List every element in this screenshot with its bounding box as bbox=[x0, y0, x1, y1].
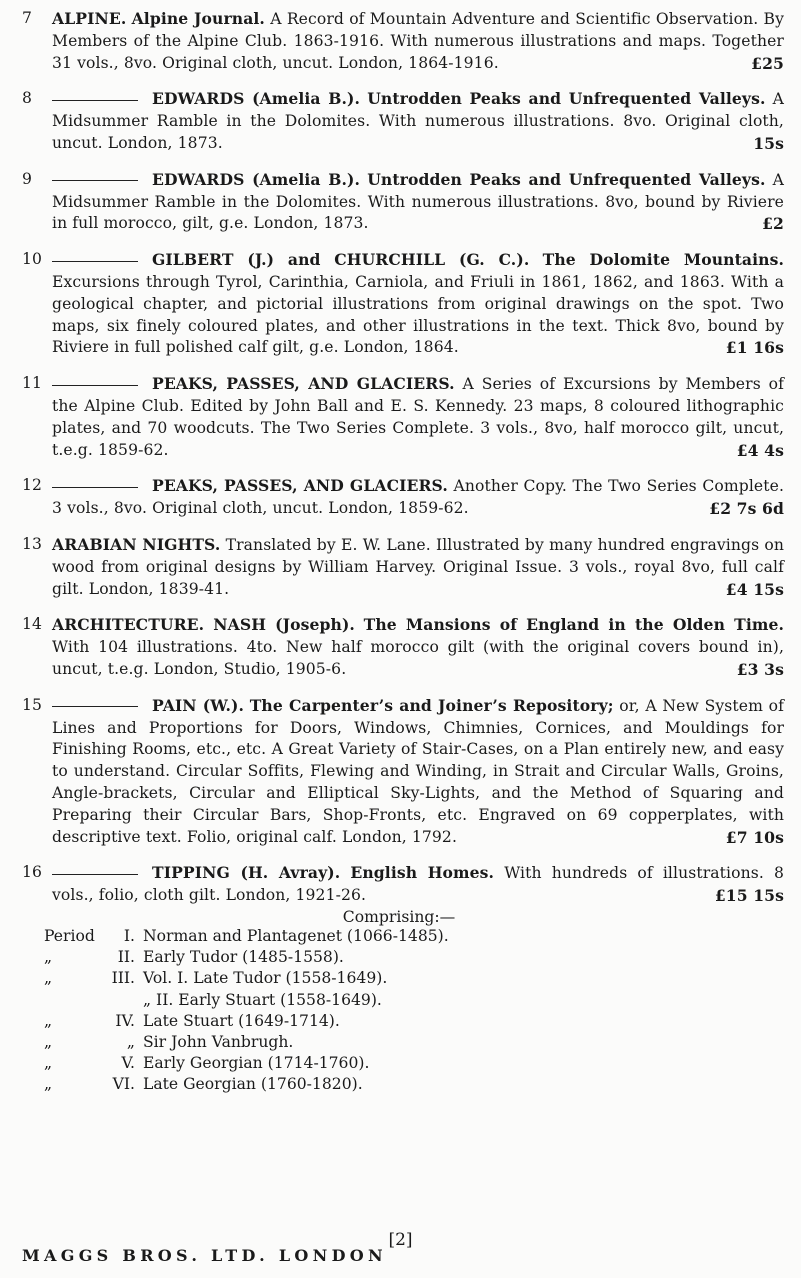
entry-text bbox=[52, 614, 784, 680]
entry-description: A Midsummer Ramble in the Dolomites. With numerous illustrations. 8vo, bound by Riviere in full morocco, gilt, g.e. London, 1873. bbox=[52, 170, 785, 233]
period-label: „ bbox=[44, 1011, 53, 1030]
period-text: Norman and Plantagenet (1066-1485). bbox=[143, 926, 449, 945]
period-row bbox=[44, 1074, 784, 1095]
period-text: Vol. I. Late Tudor (1558-1649). bbox=[143, 969, 388, 988]
period-text: Sir John Vanbrugh. bbox=[143, 1032, 294, 1051]
entry-author: PAIN (W.). bbox=[152, 695, 244, 715]
period-number: VI. bbox=[112, 1075, 135, 1094]
entry-text bbox=[52, 695, 784, 849]
entry-author: EDWARDS (Amelia B.). bbox=[152, 169, 361, 189]
entry-number: 12 bbox=[22, 476, 43, 495]
entry-description: With hundreds of illustrations. 8 vols., folio, cloth gilt. London, 1921-26. bbox=[52, 864, 784, 905]
entry-title: The Carpenter’s and Joiner’s Repository; bbox=[249, 695, 614, 715]
entry-number: 10 bbox=[22, 250, 43, 269]
period-label: „ bbox=[44, 969, 53, 988]
entry-number: 13 bbox=[22, 534, 43, 553]
catalogue-page bbox=[14, 8, 784, 1096]
entry-description: A Record of Mountain Adventure and Scientific Observation. By Members of the Alpine Club. 1863-1916. With numerous illustrations and maps. Together 31 vols., 8vo. Original cloth, uncut. London, 1864-1916. bbox=[52, 10, 784, 72]
period-row bbox=[44, 926, 784, 947]
entry-title: Untrodden Peaks and Unfrequented Valleys. bbox=[367, 89, 766, 109]
entry-price: £4 4s bbox=[736, 440, 784, 460]
entry-author: TIPPING (H. Avray). bbox=[152, 863, 341, 883]
entry-price: £2 7s 6d bbox=[709, 499, 784, 519]
entry-title: English Homes. bbox=[350, 863, 495, 883]
period-text: „ II. Early Stuart (1558-1649). bbox=[143, 990, 382, 1009]
ditto-rule bbox=[52, 385, 138, 386]
entry-description: With 104 illustrations. 4to. New half morocco gilt (with the original covers bound in), uncut, t.e.g. London, Studio, 1905-6. bbox=[52, 638, 784, 678]
catalogue-entry bbox=[14, 8, 784, 74]
entry-price: £4 15s bbox=[725, 579, 784, 599]
entry-text bbox=[52, 862, 784, 907]
entry-author: PEAKS, PASSES, AND GLACIERS. bbox=[152, 374, 455, 394]
period-row bbox=[44, 990, 784, 1011]
period-number: „ bbox=[126, 1032, 135, 1051]
period-label bbox=[44, 990, 99, 1011]
entry-text bbox=[52, 475, 784, 520]
entry-description: A Series of Excursions by Members of the Alpine Club. Edited by John Ball and E. S. Kennedy. 23 maps, 8 coloured lithographic plates, and 70 woodcuts. The Two Series Complete. 3 vols., 8vo, half morocco gilt, uncut, t.e.g. 1859-62. bbox=[52, 375, 784, 459]
entry-text bbox=[52, 88, 784, 154]
period-number: IV. bbox=[115, 1011, 135, 1030]
entry-number: 9 bbox=[22, 169, 33, 188]
entry-author: ARCHITECTURE. NASH (Joseph). bbox=[52, 615, 355, 635]
period-row bbox=[44, 947, 784, 968]
entry-price: £3 3s bbox=[736, 659, 784, 679]
entry-price: £25 bbox=[751, 53, 784, 73]
entry-text bbox=[52, 169, 784, 235]
period-label: „ bbox=[44, 1075, 53, 1094]
entry-number: 7 bbox=[22, 9, 33, 27]
entry-description: Another Copy. The Two Series Complete. 3 vols., 8vo. Original cloth, uncut. London, 1859-62. bbox=[52, 477, 784, 518]
catalogue-entry bbox=[14, 373, 784, 461]
ditto-rule bbox=[52, 100, 138, 101]
period-number: III. bbox=[111, 969, 135, 988]
entry-title: Untrodden Peaks and Unfrequented Valleys. bbox=[367, 169, 766, 189]
period-row bbox=[44, 968, 784, 989]
period-row bbox=[44, 1011, 784, 1032]
period-label: „ bbox=[44, 1032, 53, 1051]
page-number: [2] bbox=[388, 1230, 413, 1250]
entry-price: £2 bbox=[762, 214, 784, 234]
entry-title: The Dolomite Mountains. bbox=[542, 250, 784, 270]
entry-number: 16 bbox=[22, 863, 43, 882]
period-label: „ bbox=[44, 948, 53, 967]
entry-description: or, A New System of Lines and Proportions for Doors, Windows, Chimnies, Cornices, and Mouldings for Finishing Rooms, etc., etc. A Great Variety of Stair-Cases, on a Plan entirely new, and easy to understand. Circular Soffits, Flewing and Winding, in Strait and Circular Walls, Groins, Angle-brackets, Circular and Elliptical Sky-Lights, and the Method of Squaring and Preparing their Circular Bars, Shop-Fronts, etc. Engraved on 69 copperplates, with descriptive text. Folio, original calf. London, 1792. bbox=[52, 696, 784, 846]
entry-text bbox=[52, 249, 784, 359]
period-text: Late Stuart (1649-1714). bbox=[143, 1011, 340, 1030]
period-row bbox=[44, 1032, 784, 1053]
entry-price: 15s bbox=[753, 133, 784, 153]
entry-price: £7 10s bbox=[725, 827, 784, 847]
entry-number: 14 bbox=[22, 615, 43, 634]
entry-number: 11 bbox=[22, 374, 43, 393]
period-number: V. bbox=[121, 1054, 135, 1073]
entry-description: Excursions through Tyrol, Carinthia, Carniola, and Friuli in 1861, 1862, and 1863. With a geological chapter, and pictorial illustrations from original drawings on the spot. Two maps, six finely coloured plates, and other illustrations in the text. Thick 8vo, bound by Riviere in full polished calf gilt, g.e. London, 1864. bbox=[52, 272, 784, 357]
ditto-rule bbox=[52, 180, 138, 181]
catalogue-entry bbox=[14, 169, 784, 235]
period-number: II. bbox=[117, 948, 135, 967]
comprising-heading: Comprising:— bbox=[342, 907, 456, 926]
entry-description: A Midsummer Ramble in the Dolomites. With numerous illustrations. 8vo. Original cloth, uncut. London, 1873. bbox=[52, 90, 785, 152]
catalogue-entry bbox=[14, 88, 784, 154]
catalogue-entry bbox=[14, 862, 784, 907]
entry-title: The Mansions of England in the Olden Time. bbox=[363, 615, 784, 635]
catalogue-entry bbox=[14, 614, 784, 680]
entry-author: EDWARDS (Amelia B.). bbox=[152, 89, 361, 109]
catalogue-entry bbox=[14, 695, 784, 849]
entry-author: ARABIAN NIGHTS. bbox=[52, 534, 221, 554]
period-row bbox=[44, 1053, 784, 1074]
entry-number: 15 bbox=[22, 695, 43, 714]
ditto-rule bbox=[52, 261, 138, 262]
entry-author: PEAKS, PASSES, AND GLACIERS. bbox=[152, 476, 448, 496]
period-text: Early Tudor (1485-1558). bbox=[143, 948, 344, 967]
ditto-rule bbox=[52, 487, 138, 488]
entry-author: GILBERT (J.) and CHURCHILL (G. C.). bbox=[152, 250, 530, 270]
period-text: Early Georgian (1714-1760). bbox=[143, 1054, 370, 1073]
publisher-footer: MAGGS BROS. LTD. LONDON bbox=[22, 1246, 387, 1265]
catalogue-entry bbox=[14, 249, 784, 359]
period-label: „ bbox=[44, 1054, 53, 1073]
entry-author: ALPINE. bbox=[52, 9, 127, 28]
period-number: I. bbox=[123, 926, 135, 945]
period-text: Late Georgian (1760-1820). bbox=[143, 1075, 363, 1094]
period-number bbox=[99, 990, 143, 1011]
ditto-rule bbox=[52, 706, 138, 707]
entry-text bbox=[52, 373, 784, 461]
catalogue-entry bbox=[14, 534, 784, 600]
period-list bbox=[14, 926, 784, 1096]
ditto-rule bbox=[52, 874, 138, 875]
entry-text bbox=[52, 8, 784, 74]
entry-text bbox=[52, 534, 784, 600]
entry-price: £1 16s bbox=[725, 338, 784, 358]
entry-number: 8 bbox=[22, 89, 33, 108]
catalogue-entry bbox=[14, 475, 784, 520]
entry-description: Translated by E. W. Lane. Illustrated by many hundred engravings on wood from original designs by William Harvey. Original Issue. 3 vols., royal 8vo, full calf gilt. London, 1839-41. bbox=[52, 535, 785, 598]
period-label: Period bbox=[44, 926, 95, 945]
entry-price: £15 15s bbox=[714, 886, 784, 906]
entry-title: Alpine Journal. bbox=[131, 9, 265, 28]
